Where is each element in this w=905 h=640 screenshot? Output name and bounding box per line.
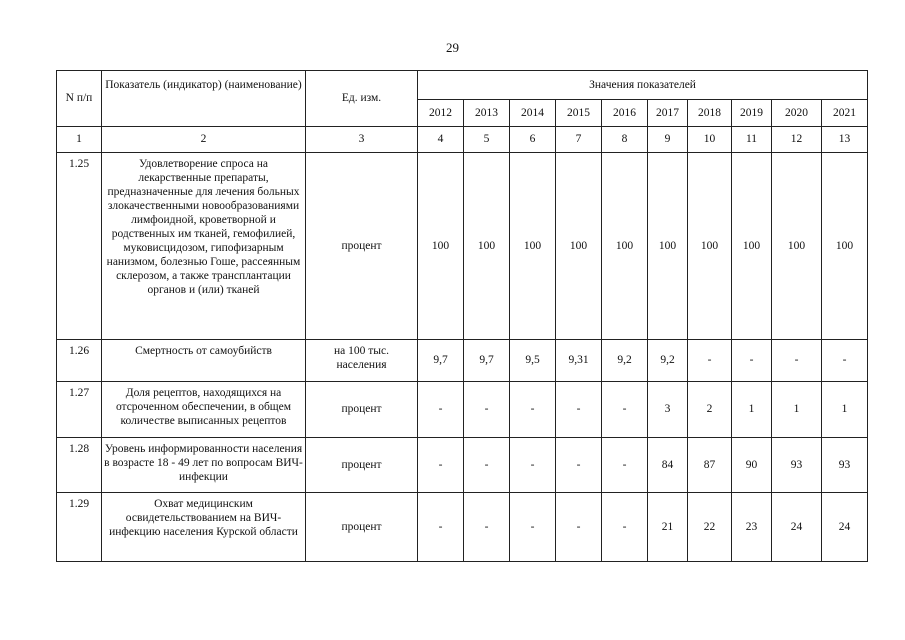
- row-value: 9,7: [418, 340, 464, 382]
- row-value: 1: [732, 382, 772, 438]
- row-value: 100: [510, 153, 556, 340]
- row-value: -: [510, 493, 556, 562]
- row-value: 100: [822, 153, 868, 340]
- table-row: [57, 438, 868, 493]
- column-number: 10: [688, 127, 732, 153]
- header-year: 2015: [556, 100, 602, 127]
- header-year: 2019: [732, 100, 772, 127]
- row-num: 1.28: [57, 438, 102, 493]
- row-unit: процент: [306, 438, 418, 493]
- row-indicator: Охват медицинским освидетельствованием на ВИЧ-инфекцию населения Курской области: [102, 493, 306, 562]
- row-value: 22: [688, 493, 732, 562]
- header-year: 2017: [648, 100, 688, 127]
- row-value: 90: [732, 438, 772, 493]
- header-unit: Ед. изм.: [306, 71, 418, 127]
- row-value: 9,2: [648, 340, 688, 382]
- row-value: 100: [464, 153, 510, 340]
- row-value: 93: [822, 438, 868, 493]
- header-year: 2020: [772, 100, 822, 127]
- row-value: 100: [648, 153, 688, 340]
- column-numbers-row: [57, 127, 868, 153]
- row-unit: на 100 тыс. населения: [306, 340, 418, 382]
- row-value: 24: [772, 493, 822, 562]
- header-year: 2014: [510, 100, 556, 127]
- row-value: 100: [556, 153, 602, 340]
- row-num: 1.25: [57, 153, 102, 340]
- row-value: 9,5: [510, 340, 556, 382]
- row-unit: процент: [306, 382, 418, 438]
- column-number: 8: [602, 127, 648, 153]
- row-indicator: Удовлетворение спроса на лекарственные препараты, предназначенные для лечения больных злокачественными новообразованиями лимфоидной, кроветворной и родственных им тканей, гемофилией, муковисцидозом, гипофизарным нанизмом, болезнью Гоше, рассеянным склерозом, а также трансплантации органов и (или) тканей: [102, 153, 306, 340]
- column-number: 11: [732, 127, 772, 153]
- row-value: -: [602, 493, 648, 562]
- column-number: 4: [418, 127, 464, 153]
- column-number: 3: [306, 127, 418, 153]
- row-value: -: [772, 340, 822, 382]
- column-number: 7: [556, 127, 602, 153]
- row-value: -: [556, 438, 602, 493]
- row-value: 100: [772, 153, 822, 340]
- header-row: [57, 71, 868, 100]
- header-num: N п/п: [57, 71, 102, 127]
- row-num: 1.26: [57, 340, 102, 382]
- row-value: -: [510, 382, 556, 438]
- row-value: 2: [688, 382, 732, 438]
- row-value: -: [556, 493, 602, 562]
- row-unit: процент: [306, 493, 418, 562]
- column-number: 13: [822, 127, 868, 153]
- header-values-group: Значения показателей: [418, 71, 868, 100]
- row-value: 100: [602, 153, 648, 340]
- row-value: -: [822, 340, 868, 382]
- row-value: 87: [688, 438, 732, 493]
- indicators-table: [56, 70, 868, 562]
- row-value: -: [602, 382, 648, 438]
- row-indicator: Уровень информированности населения в возрасте 18 - 49 лет по вопросам ВИЧ-инфекции: [102, 438, 306, 493]
- row-value: 24: [822, 493, 868, 562]
- column-number: 6: [510, 127, 556, 153]
- row-value: -: [464, 438, 510, 493]
- table-row: [57, 340, 868, 382]
- column-number: 9: [648, 127, 688, 153]
- table-row: [57, 382, 868, 438]
- row-value: 100: [418, 153, 464, 340]
- row-value: -: [602, 438, 648, 493]
- row-value: 1: [772, 382, 822, 438]
- row-value: 23: [732, 493, 772, 562]
- table-row: [57, 493, 868, 562]
- row-unit: процент: [306, 153, 418, 340]
- column-number: 2: [102, 127, 306, 153]
- column-number: 5: [464, 127, 510, 153]
- row-value: 9,7: [464, 340, 510, 382]
- row-value: -: [556, 382, 602, 438]
- column-number: 1: [57, 127, 102, 153]
- table-row: [57, 153, 868, 340]
- row-indicator: Доля рецептов, находящихся на отсроченном обеспечении, в общем количестве выписанных рецептов: [102, 382, 306, 438]
- row-value: 84: [648, 438, 688, 493]
- column-number: 12: [772, 127, 822, 153]
- header-year: 2021: [822, 100, 868, 127]
- row-value: -: [464, 493, 510, 562]
- row-num: 1.27: [57, 382, 102, 438]
- row-num: 1.29: [57, 493, 102, 562]
- header-indicator: Показатель (индикатор) (наименование): [102, 71, 306, 127]
- row-value: 93: [772, 438, 822, 493]
- header-year: 2016: [602, 100, 648, 127]
- row-value: 3: [648, 382, 688, 438]
- row-value: 1: [822, 382, 868, 438]
- row-value: -: [464, 382, 510, 438]
- header-year: 2018: [688, 100, 732, 127]
- row-value: 100: [688, 153, 732, 340]
- page-number: 29: [446, 40, 459, 55]
- row-value: -: [418, 382, 464, 438]
- row-value: -: [418, 438, 464, 493]
- header-year: 2013: [464, 100, 510, 127]
- row-value: -: [510, 438, 556, 493]
- header-year: 2012: [418, 100, 464, 127]
- row-value: 100: [732, 153, 772, 340]
- row-value: 9,2: [602, 340, 648, 382]
- row-indicator: Смертность от самоубийств: [102, 340, 306, 382]
- row-value: -: [688, 340, 732, 382]
- row-value: 9,31: [556, 340, 602, 382]
- row-value: -: [732, 340, 772, 382]
- row-value: 21: [648, 493, 688, 562]
- row-value: -: [418, 493, 464, 562]
